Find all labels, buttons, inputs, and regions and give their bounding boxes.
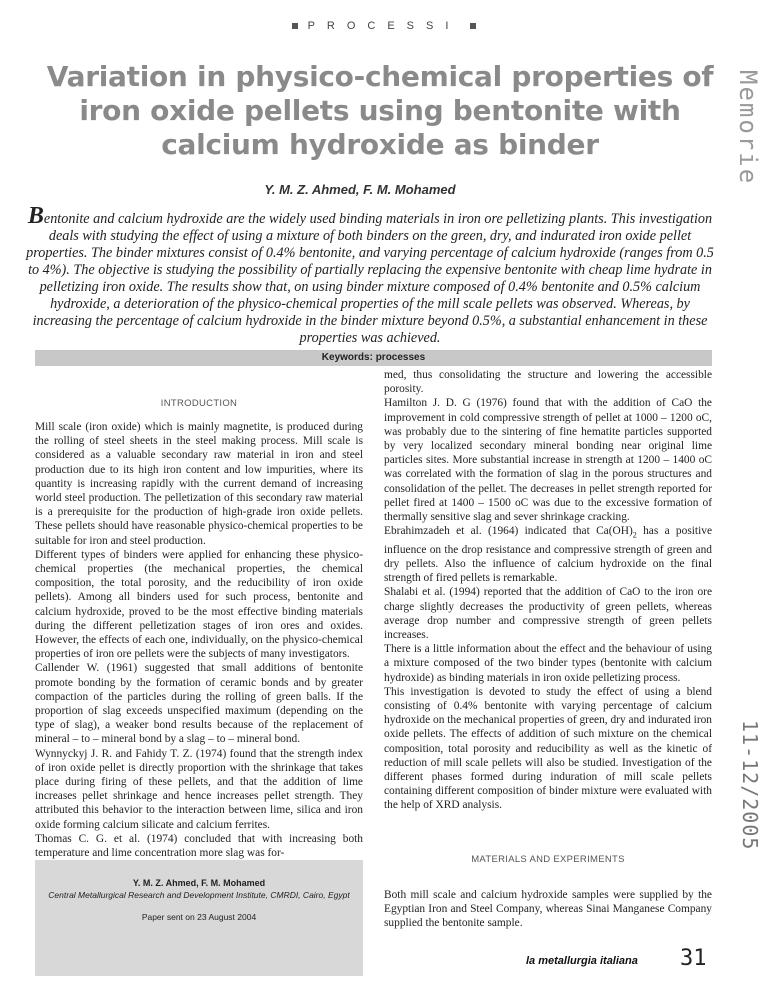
left-column bbox=[35, 420, 363, 860]
article-authors: Y. M. Z. Ahmed, F. M. Mohamed bbox=[264, 182, 456, 197]
abstract-text: entonite and calcium hydroxide are the widely used binding materials in iron ore pelletizing plants. This investigation deals with studying the effect of using a mixture of both binders on the green, dry, and indurated iron oxide pellet properties. The binder mixtures consist of 0.4% bentonite, and varying percentage of calcium hydroxide (ranges from 0.5 to 4%). The objective is studying the possibility of partially replacing the expensive bentonite with cheap lime hydrate in pelletizing iron oxide. The results show that, on using binder mixture composed of 0.4% bentonite and 0.5% calcium hydroxide, a deterioration of the physico-chemical properties of the mill scale pellets was observed. Whereas, by increasing the percentage of calcium hydroxide in the binder mixture beyond 0.5%, a substantial enhancement in these properties was achieved. bbox=[26, 211, 714, 346]
section-label: PROCESSI bbox=[307, 20, 461, 32]
paragraph: Mill scale (iron oxide) which is mainly magnetite, is produced during the rolling of steel sheets in the steel making process. Mill scale is considered as a valuable secondary raw material in iron and steel production due to its high iron content and low impurities, where its quantity is increasing rapidly with the current demand of increasing world steel production. The pelletization of this secondary raw material is a prerequisite for the production of high-grade iron oxide pellets. These pellets should have reasonable physico-chemical properties to be suitable for iron and steel production. bbox=[35, 421, 363, 547]
subscript: 2 bbox=[632, 530, 637, 540]
square-bullet-icon bbox=[470, 23, 476, 29]
abstract-dropcap: B bbox=[27, 203, 44, 229]
paragraph: Shalabi et al. (1994) reported that the addition of CaO to the iron ore charge slightly decreases the productivity of green pellets, whereas average drop number and compressive strength of green pellets increases. bbox=[384, 586, 712, 641]
side-issue-date: 11-12/2005 bbox=[738, 720, 762, 851]
paragraph: There is a little information about the effect and the behaviour of using a mixture composed of the two binder types (bentonite with calcium hydroxide) as binding materials in iron oxide pelletizing process. bbox=[384, 643, 712, 684]
article-title: Variation in physico-chemical properties of iron oxide pellets using bentonite with calcium hydroxide as binder bbox=[46, 60, 714, 161]
page-number: 31 bbox=[680, 946, 707, 971]
side-label-memorie: Memorie bbox=[734, 70, 762, 186]
materials-heading: MATERIALS AND EXPERIMENTS bbox=[471, 854, 625, 865]
paragraph: This investigation is devoted to study the effect of using a blend consisting of 0.4% bentonite with varying percentage of calcium hydroxide on the mechanical properties of green, dry and indurated iron oxide pellets. The effects of addition of such mixture on the chemical composition, total porosity and reducibility as well as the kinetic of reduction of mill scale pellets will also be studied. Investigation of the different phases formed during induration of mill scale pellets containing different composition of binder mixture were evaluated with the help of XRD analysis. bbox=[384, 685, 712, 812]
paragraph: Thomas C. G. et al. (1974) concluded that with increasing both temperature and lime concentration more slag was for- bbox=[35, 832, 363, 860]
paragraph: Different types of binders were applied for enhancing these physico-chemical properties (the mechanical properties, the chemical composition, the total porosity, and the reducibility of iron oxide pellets). Among all binders used for such process, bentonite and calcium hydroxide, proved to be the most effective binding materials during the different pelletization stages of iron ores and oxides. However, the effects of each one, individually, on the physico-chemical properties of iron ore pellets were the subjects of many investigators. bbox=[35, 548, 363, 661]
paper-sent-date: Paper sent on 23 August 2004 bbox=[141, 912, 257, 922]
materials-paragraph: Both mill scale and calcium hydroxide samples were supplied by the Egyptian Iron and Steel Company, whereas Sinai Manganese Company supplied the bentonite sample. bbox=[384, 889, 712, 930]
author-affiliation: Central Metallurgical Research and Development Institute, CMRDI, Cairo, Egypt bbox=[48, 890, 350, 900]
text-run: Ebrahimzadeh et al. (1964) indicated that Ca(OH) bbox=[384, 525, 633, 538]
journal-name: la metallurgia italiana bbox=[526, 955, 638, 967]
paragraph: med, thus consolidating the structure and lowering the accessible porosity. bbox=[384, 369, 712, 396]
paragraph: Callender W. (1961) suggested that small additions of bentonite promote bonding by the formation of ceramic bonds and by greater compaction of the particles during the rolling of green balls. If the proportion of slag exceeds unspecified maximum (depending on the type of slag), a weaker bond results because of the replacement of mineral – to – mineral bond by a slag – to – mineral bond. bbox=[35, 662, 363, 746]
intro-heading: INTRODUCTION bbox=[160, 398, 238, 409]
author-box-names: Y. M. Z. Ahmed, F. M. Mohamed bbox=[132, 878, 266, 888]
paragraph-ebrahimzadeh bbox=[384, 524, 712, 585]
author-info-box bbox=[35, 860, 363, 976]
paragraph: Hamilton J. D. G (1976) found that with the addition of CaO the improvement in cold compressive strength of pellet at 1000 – 1200 oC, was probably due to the sintering of fine hematite particles supported by very localized secondary mineral bonding near original lime particles sites. More substantial increase in strength at 1200 – 1400 oC was correlated with the formation of slag in the porous structures and consolidation of the pellet. The decreases in pellet strength reported for pellet fired at 1400 – 1500 oC was due to the excessive formation of thermally sensitive slag and sever shrinkage cracking. bbox=[384, 397, 712, 524]
keywords-bar: Keywords: processes bbox=[35, 350, 712, 366]
paragraph: Wynnyckyj J. R. and Fahidy T. Z. (1974) found that the strength index of iron oxide pellet is directly proportion with the shrinkage that takes place during firing of these pellets, and that the addition of lime increases pellet shrinkage and hence increases pellet strength. They attributed this behavior to the interaction between lime, silica and iron oxide forming calcium silicate and calcium ferrites. bbox=[35, 747, 363, 831]
abstract bbox=[20, 203, 720, 347]
square-bullet-icon bbox=[292, 23, 298, 29]
text-run: has a positive influence on the drop resistance and compressive strength of green and dry pellets. Also the influence of calcium hydroxide on the final strength of fired pellets is remarkable. bbox=[384, 525, 712, 585]
section-header bbox=[0, 20, 768, 32]
right-column bbox=[384, 368, 712, 813]
